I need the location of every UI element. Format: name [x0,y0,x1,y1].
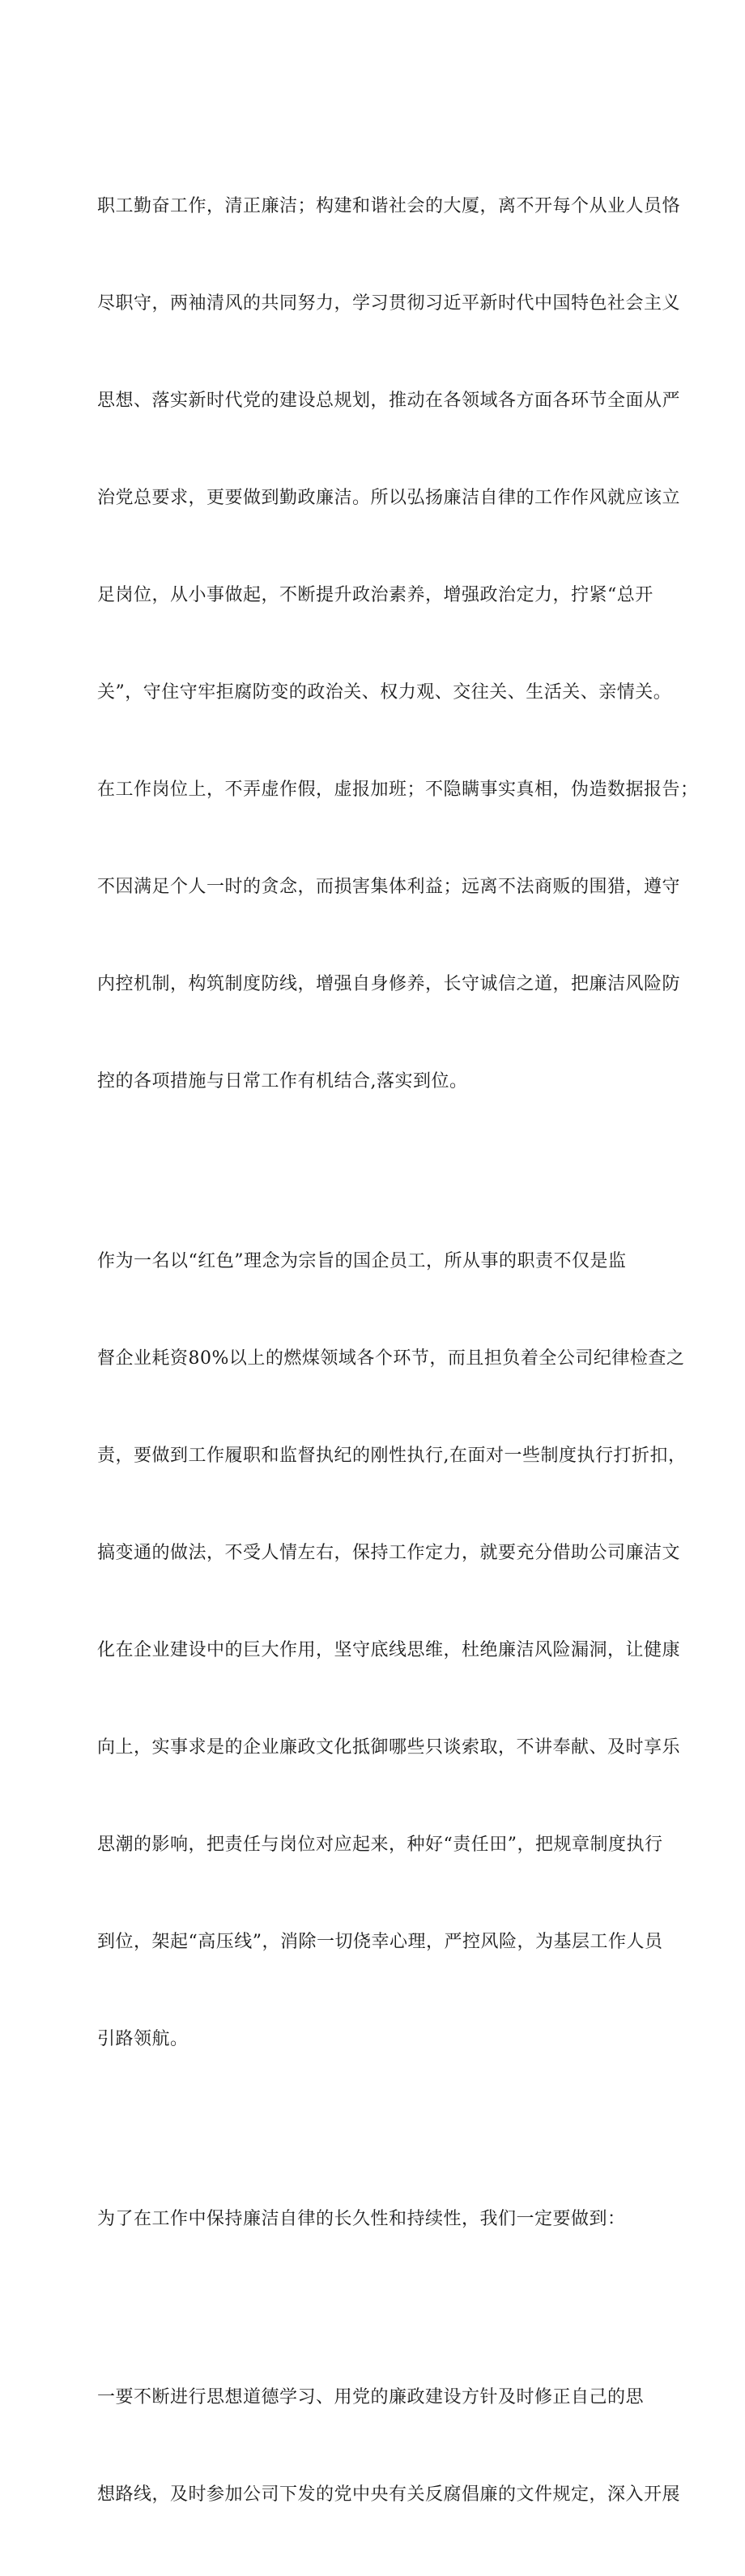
paragraph-1 [97,126,699,1163]
text-line: 引路领航。 [97,2029,189,2049]
text-line: 内控机制，构筑制度防线，增强自身修养，长守诚信之道，把廉洁风险防 [97,974,681,994]
text-line: 责，要做到工作履职和监督执纪的刚性执行,在面对一些制度执行打折扣， [97,1446,687,1466]
paragraph-4 [97,2317,681,2576]
text-line: 足岗位，从小事做起，不断提升政治素养，增强政治定力，拧紧“总开 [97,585,653,605]
text-line: 职工勤奋工作，清正廉洁；构建和谐社会的大厦，离不开每个从业人员恪 [97,196,681,216]
text-line: 到位，架起“高压线”，消除一切侥幸心理，严控风险，为基层工作人员 [97,1932,663,1952]
text-line: 作为一名以“红色”理念为宗旨的国企员工，所从事的职责不仅是监 [97,1251,627,1271]
text-line: 思想、落实新时代党的建设总规划，推动在各领域各方面各环节全面从严 [97,391,681,411]
paragraph-spacer [97,1163,664,1181]
document-body [97,126,699,2576]
text-line: 搞变通的做法，不受人情左右，保持工作定力，就要充分借助公司廉洁文 [97,1543,681,1563]
text-line: 治党总要求，更要做到勤政廉洁。所以弘扬廉洁自律的工作作风就应该立 [97,488,681,508]
text-line: 不因满足个人一时的贪念，而损害集体利益；远离不法商贩的围猎，遵守 [97,877,681,897]
text-line: 督企业耗资80%以上的燃煤领域各个环节，而且担负着全公司纪律检查之 [97,1348,685,1369]
text-line: 尽职守，两袖清风的共同努力，学习贯彻习近平新时代中国特色社会主义 [97,293,681,314]
text-line: 为了在工作中保持廉洁自律的长久性和持续性，我们一定要做到： [97,2209,626,2229]
text-line: 想路线，及时参加公司下发的党中央有关反腐倡廉的文件规定，深入开展 [97,2484,681,2505]
text-line: 控的各项措施与日常工作有机结合,落实到位。 [97,1071,468,1091]
paragraph-spacer [97,2121,664,2138]
text-line: 向上，实事求是的企业廉政文化抵御哪些只谈索取，不讲奉献、及时享乐 [97,1737,681,1758]
paragraph-spacer [97,2300,664,2317]
text-line: 思潮的影响，把责任与岗位对应起来，种好“责任田”，把规章制度执行 [97,1835,663,1855]
paragraph-2 [97,1181,687,2121]
text-line: 化在企业建设中的巨大作用，坚守底线思维，杜绝廉洁风险漏洞，让健康 [97,1640,681,1660]
paragraph-3 [97,2138,664,2300]
text-line: 关”，守住守牢拒腐防变的政治关、权力观、交往关、生活关、亲情关。 [97,682,672,703]
text-line: 一要不断进行思想道德学习、用党的廉政建设方针及时修正自己的思 [97,2387,645,2407]
text-line: 在工作岗位上，不弄虚作假，虚报加班；不隐瞒事实真相，伪造数据报告； [97,780,699,800]
